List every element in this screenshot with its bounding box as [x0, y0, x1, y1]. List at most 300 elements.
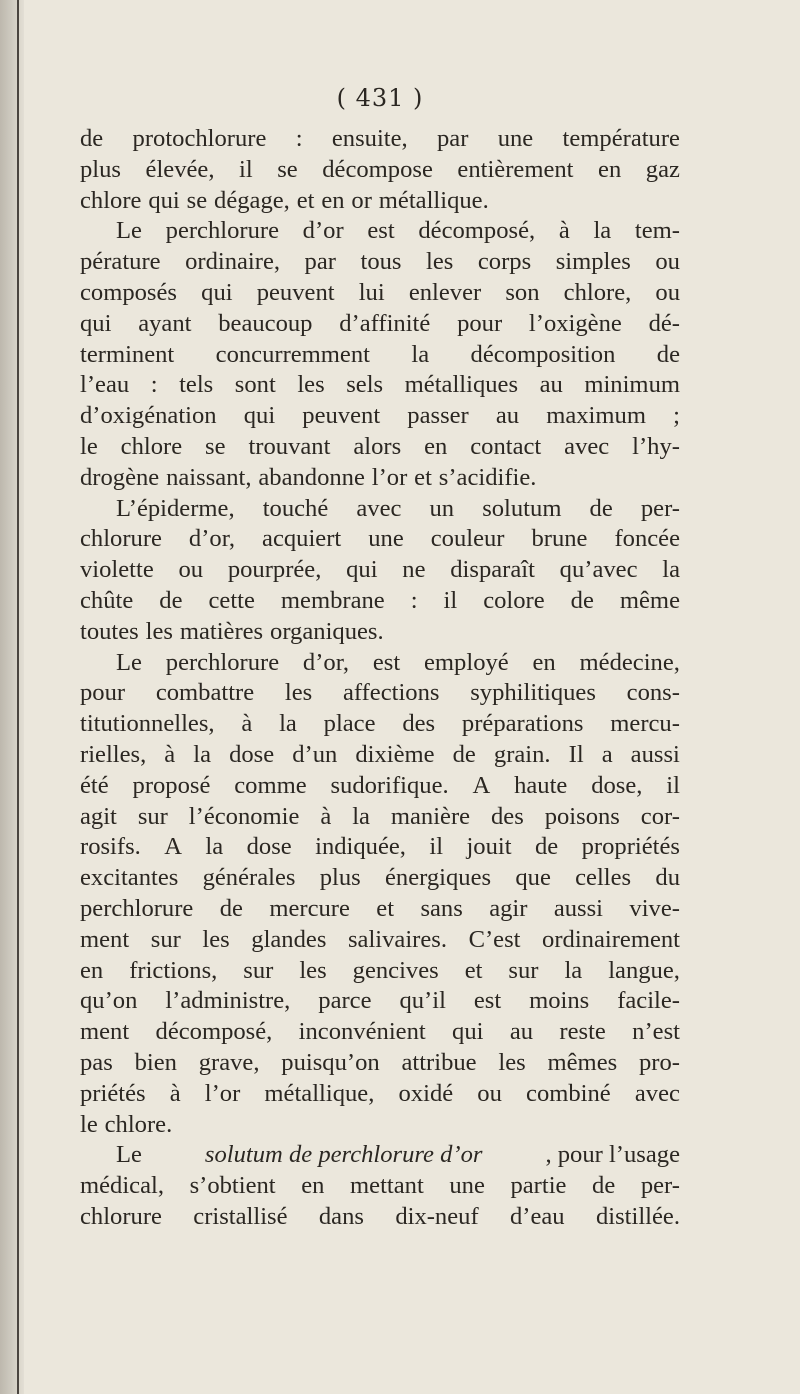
word: rielles,: [80, 740, 147, 768]
word: une: [497, 125, 534, 152]
word: excitantes: [80, 864, 179, 892]
text-line: [80, 432, 680, 463]
word: bien: [134, 1048, 177, 1076]
word: concurremment: [215, 340, 370, 368]
word: la: [593, 217, 612, 245]
word: ayant: [138, 309, 192, 337]
word: lui: [358, 278, 385, 306]
text-line: [80, 463, 680, 494]
word: moins: [529, 987, 590, 1015]
word: Le: [116, 648, 142, 676]
word: pérature: [80, 248, 161, 276]
word: aussi: [630, 740, 680, 768]
word: facile-: [617, 987, 680, 1015]
word: maximum: [546, 402, 646, 430]
text-line: [80, 186, 680, 217]
word: perchlorure: [165, 217, 279, 245]
text-line: [80, 925, 680, 956]
word: de: [589, 494, 613, 522]
word: la: [411, 340, 430, 368]
word: organiques.: [270, 617, 384, 645]
word: haute: [514, 771, 568, 799]
word: décompose: [322, 155, 433, 183]
word: enlever: [408, 278, 482, 306]
text-line: [80, 340, 680, 371]
word: A: [164, 833, 182, 861]
word: les: [297, 371, 325, 399]
word: cons-: [626, 679, 680, 707]
text-line: [80, 617, 680, 648]
word: ou: [178, 556, 204, 584]
word: plus: [80, 155, 121, 183]
text-line: [80, 586, 680, 617]
word: cor-: [640, 802, 680, 830]
word: chlorure: [80, 1202, 162, 1230]
word: toutes: [80, 617, 139, 645]
word: métalliques: [404, 371, 519, 399]
word: se: [277, 155, 298, 183]
word: priétés: [80, 1079, 146, 1107]
word: couleur: [430, 525, 505, 553]
word: dix-neuf: [395, 1202, 479, 1230]
word: aussi: [553, 894, 604, 922]
word: syphilitiques: [470, 679, 596, 707]
word: les: [284, 679, 313, 707]
word: solutum: [482, 494, 562, 522]
word: les: [202, 925, 230, 953]
word: a: [601, 740, 613, 768]
word: qui: [148, 186, 180, 214]
word: du: [655, 864, 680, 892]
word: comme: [234, 771, 307, 799]
word: s’acidifie.: [438, 463, 537, 491]
word: trouvant: [248, 432, 331, 460]
word: se: [205, 432, 226, 460]
word: reste: [559, 1018, 606, 1046]
word: pour: [457, 309, 503, 337]
word: d’affinité: [339, 309, 431, 337]
word: C’est: [468, 925, 521, 953]
word: de: [534, 833, 559, 861]
word: avec: [356, 494, 402, 522]
word: de: [570, 586, 594, 614]
word: chlore,: [563, 278, 632, 306]
word: alors: [353, 432, 402, 460]
text-line: [80, 216, 680, 247]
word: indiquée,: [315, 833, 406, 861]
word: frictions,: [129, 956, 218, 984]
word: qu’on: [80, 987, 138, 1015]
word: que: [515, 864, 551, 892]
word: tous: [360, 248, 402, 276]
word: ordinaire,: [185, 248, 281, 276]
word: d’un: [292, 740, 338, 768]
word: chûte: [80, 586, 134, 614]
word: proposé: [132, 771, 211, 799]
word: d’oxigénation: [80, 402, 217, 430]
word: distillée.: [595, 1202, 680, 1230]
word: sur: [243, 956, 274, 984]
word: il: [239, 155, 253, 183]
word: température: [562, 125, 680, 152]
word: est: [372, 648, 401, 676]
word: ordinairement: [542, 925, 680, 953]
word: médecine,: [579, 648, 680, 676]
word: l’eau: [80, 371, 130, 399]
word: protochlorure: [132, 125, 267, 152]
word: dose: [229, 740, 275, 768]
word: et: [464, 956, 483, 984]
word: sels: [346, 371, 384, 399]
word: chlore: [80, 186, 142, 214]
word: membrane: [280, 586, 385, 614]
word: chlorure: [80, 525, 162, 553]
word: cette: [208, 586, 255, 614]
page-number: ( 431 ): [336, 84, 424, 112]
word: qui: [80, 309, 112, 337]
text-line: [80, 1202, 680, 1233]
word: ou: [655, 278, 680, 306]
word: sur: [508, 956, 539, 984]
word: et: [414, 463, 432, 491]
word: d’or: [302, 217, 344, 245]
word: énergiques: [384, 864, 492, 892]
word: propriétés: [581, 833, 680, 861]
text-line: [80, 802, 680, 833]
word: au: [509, 1018, 534, 1046]
word: en: [321, 186, 345, 214]
word: glandes: [251, 925, 327, 953]
word: peuvent: [302, 402, 381, 430]
word: salivaires.: [347, 925, 447, 953]
word: chlore.: [104, 1110, 173, 1138]
word: combattre: [155, 679, 255, 707]
text-line: [80, 1048, 680, 1079]
word: qu’il: [399, 987, 446, 1015]
text-segment: , pour l’usage: [545, 1141, 680, 1169]
text-line: [80, 709, 680, 740]
word: simples: [555, 248, 631, 276]
word: affections: [342, 679, 440, 707]
word: mêmes: [547, 1048, 618, 1076]
text-line: [80, 894, 680, 925]
word: perchlorure: [80, 894, 194, 922]
word: sans: [420, 894, 463, 922]
word: Il: [568, 740, 584, 768]
word: combiné: [526, 1079, 611, 1107]
word: passer: [407, 402, 469, 430]
word: contact: [470, 432, 542, 460]
word: ensuite,: [331, 125, 408, 152]
word: les: [426, 248, 454, 276]
word: ne: [402, 556, 426, 584]
word: poisons: [544, 802, 620, 830]
word: de: [592, 1172, 616, 1200]
word: composés: [80, 278, 177, 306]
word: terminent: [80, 340, 175, 368]
text-line: [80, 401, 680, 432]
word: :: [410, 586, 418, 614]
word: avec: [564, 432, 610, 460]
word: de: [219, 894, 243, 922]
word: de: [80, 125, 104, 152]
text-line: [80, 370, 680, 401]
word: préparations: [461, 710, 584, 738]
word: sont: [234, 371, 276, 399]
word: gencives: [352, 956, 439, 984]
word: ou: [655, 248, 680, 276]
word: été: [80, 771, 109, 799]
word: oxidé: [398, 1079, 454, 1107]
word: en: [80, 956, 104, 984]
text-line: [80, 771, 680, 802]
text-line: [80, 1079, 680, 1110]
word: agit: [80, 802, 117, 830]
word: à: [320, 802, 332, 830]
word: à: [169, 1079, 181, 1107]
word: les: [299, 956, 327, 984]
word: :: [295, 125, 303, 152]
word: qui: [452, 1018, 484, 1046]
word: per-: [640, 1172, 680, 1200]
word: dégage,: [214, 186, 290, 214]
word: sur: [137, 802, 168, 830]
italic-term: solutum de perchlorure d’or: [204, 1141, 483, 1169]
word: mercu-: [610, 710, 680, 738]
word: place: [323, 710, 376, 738]
word: acquiert: [262, 525, 342, 553]
word: colore: [483, 586, 545, 614]
word: l’oxigène: [528, 309, 622, 337]
book-gutter-shadow: [0, 0, 24, 1394]
word: qui: [201, 278, 233, 306]
word: de: [656, 340, 680, 368]
word: dans: [318, 1202, 364, 1230]
text-line: [80, 832, 680, 863]
word: au: [539, 371, 563, 399]
word: or: [351, 186, 372, 214]
word: une: [368, 525, 404, 553]
word: pourprée,: [227, 556, 322, 584]
word: la: [205, 833, 224, 861]
text-line: [80, 986, 680, 1017]
word: cristallisé: [193, 1202, 288, 1230]
word: mettant: [350, 1172, 424, 1200]
text-line: [80, 863, 680, 894]
word: brune: [531, 525, 588, 553]
word: puisqu’on: [281, 1048, 380, 1076]
word: l’or: [204, 1079, 241, 1107]
word: dé-: [648, 309, 680, 337]
word: il: [429, 833, 444, 861]
word: générales: [202, 864, 296, 892]
word: la: [564, 956, 583, 984]
word: décomposition: [470, 340, 616, 368]
word: métallique.: [378, 186, 489, 214]
text-line: [80, 278, 680, 309]
word: chlore: [120, 432, 183, 460]
word: attribue: [401, 1048, 477, 1076]
word: élevée,: [145, 155, 215, 183]
word: d’eau: [509, 1202, 565, 1230]
word: matières: [179, 617, 264, 645]
word: de: [159, 586, 183, 614]
word: minimum: [584, 371, 680, 399]
word: pro-: [638, 1048, 680, 1076]
word: sudorifique.: [330, 771, 449, 799]
text-line: [80, 678, 680, 709]
word: en: [424, 432, 448, 460]
text-line: [80, 1017, 680, 1048]
word: il: [666, 771, 680, 799]
word: tem-: [634, 217, 680, 245]
word: Le: [116, 217, 142, 245]
text-line: [80, 740, 680, 771]
word: ment: [80, 1018, 130, 1046]
text-line: [80, 1171, 680, 1202]
word: plus: [319, 864, 361, 892]
word: manière: [390, 802, 471, 830]
word: médical,: [80, 1172, 164, 1200]
word: l’économie: [188, 802, 300, 830]
word: et: [376, 894, 395, 922]
word: vive-: [629, 894, 680, 922]
word: en: [598, 155, 622, 183]
word: les: [145, 617, 173, 645]
word: il: [443, 586, 458, 614]
word: de: [452, 740, 476, 768]
word: qui: [346, 556, 378, 584]
word: les: [498, 1048, 526, 1076]
word: touché: [262, 494, 329, 522]
word: d’or,: [188, 525, 236, 553]
word: L’épiderme,: [116, 494, 235, 522]
page-edge-line: [17, 0, 19, 1394]
word: la: [352, 802, 370, 830]
word: inconvénient: [298, 1018, 426, 1046]
word: abandonne: [258, 463, 365, 491]
word: ou: [477, 1079, 502, 1107]
text-line: [80, 956, 680, 987]
word: à: [164, 740, 176, 768]
word: par: [436, 125, 469, 152]
word: disparaît: [450, 556, 535, 584]
word: :: [150, 371, 158, 399]
text-line: [80, 1110, 680, 1141]
word: drogène: [80, 463, 160, 491]
word: s’obtient: [189, 1172, 276, 1200]
word: en: [532, 648, 556, 676]
word: employé: [424, 648, 509, 676]
word: langue,: [608, 956, 680, 984]
word: par: [304, 248, 336, 276]
word: mercure: [269, 894, 350, 922]
word: dose: [246, 833, 292, 861]
word: beaucoup: [218, 309, 313, 337]
text-segment: Le: [116, 1141, 142, 1169]
text-line: [80, 155, 680, 186]
word: avec: [634, 1079, 680, 1107]
word: partie: [510, 1172, 567, 1200]
word: foncée: [614, 525, 680, 553]
word: A: [472, 771, 491, 799]
word: dose,: [591, 771, 643, 799]
word: titutionnelles,: [80, 710, 215, 738]
word: des: [490, 802, 524, 830]
word: l’hy-: [632, 432, 680, 460]
word: qui: [243, 402, 276, 430]
word: une: [449, 1172, 485, 1200]
text-line: [80, 524, 680, 555]
text-line: [80, 648, 680, 679]
word: sur: [150, 925, 181, 953]
word: gaz: [645, 155, 680, 183]
word: la: [193, 740, 212, 768]
text-line: [80, 555, 680, 586]
word: son: [505, 278, 540, 306]
word: pour: [80, 679, 126, 707]
word: grave,: [198, 1048, 260, 1076]
word: la: [279, 710, 297, 738]
word: décomposé,: [418, 217, 536, 245]
word: le: [80, 1110, 98, 1138]
word: ment: [80, 925, 130, 953]
word: le: [80, 432, 98, 460]
word: parce: [318, 987, 372, 1015]
word: est: [473, 987, 502, 1015]
word: à: [241, 710, 253, 738]
word: jouit: [466, 833, 512, 861]
text-line-with-italic: [80, 1140, 680, 1171]
word: dixième: [355, 740, 435, 768]
word: se: [186, 186, 208, 214]
word: peuvent: [256, 278, 335, 306]
word: per-: [640, 494, 680, 522]
text-line: [80, 124, 680, 155]
word: métallique,: [264, 1079, 375, 1107]
word: décomposé,: [155, 1018, 273, 1046]
word: grain.: [493, 740, 551, 768]
word: et: [296, 186, 315, 214]
word: à: [558, 217, 570, 245]
word: au: [495, 402, 520, 430]
word: en: [301, 1172, 325, 1200]
word: rosifs.: [80, 833, 141, 861]
word: l’administre,: [165, 987, 291, 1015]
text-line: [80, 309, 680, 340]
word: tels: [179, 371, 214, 399]
word: d’or,: [302, 648, 350, 676]
text-line: [80, 494, 680, 525]
word: violette: [80, 556, 154, 584]
word: n’est: [632, 1018, 680, 1046]
word: un: [429, 494, 455, 522]
word: celles: [575, 864, 632, 892]
word: des: [402, 710, 436, 738]
body-text: [80, 124, 680, 1233]
word: la: [662, 556, 680, 584]
word: entièrement: [457, 155, 574, 183]
word: corps: [477, 248, 532, 276]
word: ;: [673, 402, 680, 430]
word: pas: [80, 1048, 113, 1076]
word: même: [619, 586, 680, 614]
word: l’or: [371, 463, 408, 491]
word: est: [367, 217, 395, 245]
word: agir: [489, 894, 528, 922]
text-line: [80, 247, 680, 278]
word: perchlorure: [165, 648, 280, 676]
